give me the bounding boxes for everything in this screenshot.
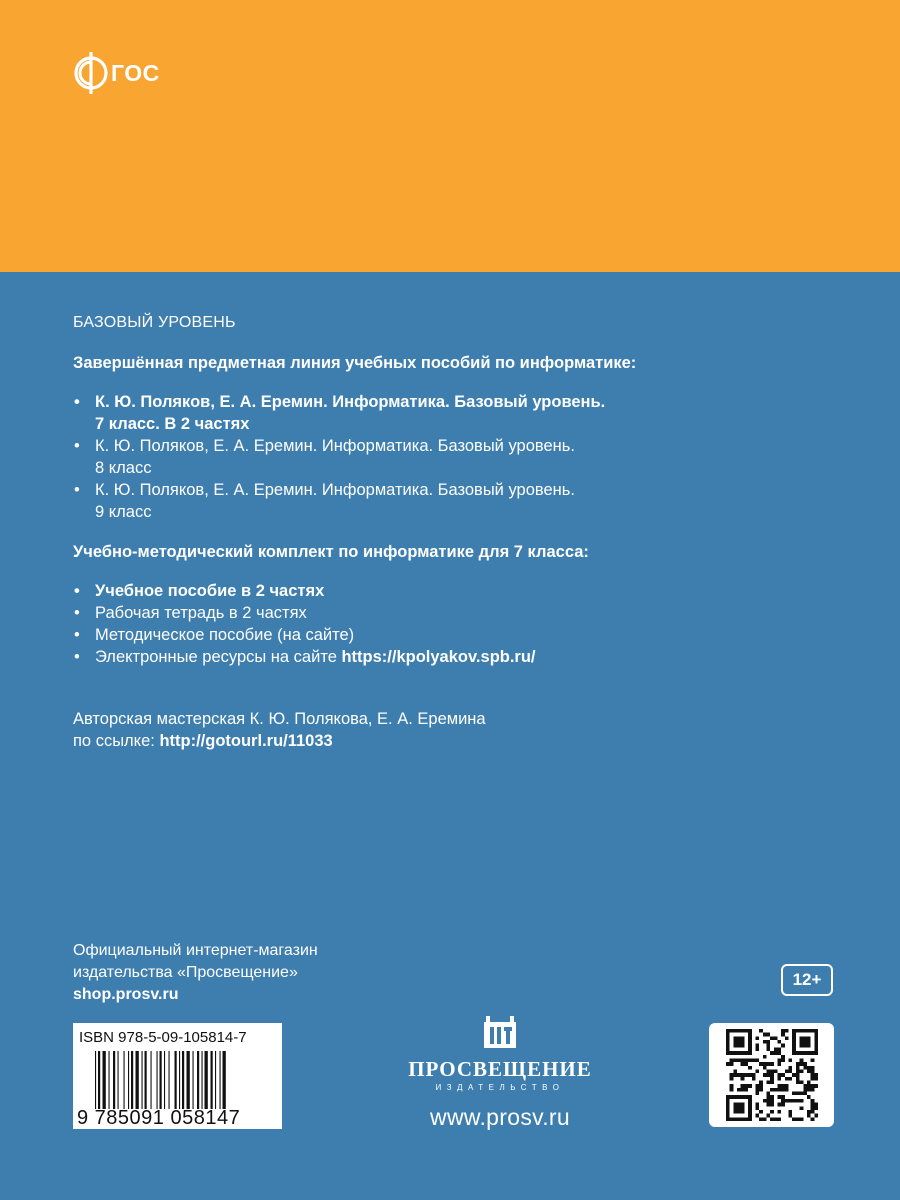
kit-heading: Учебно-методический комплект по информатике для 7 класса: [73,543,589,561]
list-item: • Учебное пособие в 2 частях [73,580,853,602]
publisher-block [400,1014,600,1131]
publisher-url[interactable]: www.prosv.ru [430,1104,570,1130]
qr-code-icon [726,1029,818,1121]
prosveshchenie-logo-icon [480,1014,520,1050]
list-item: • Электронные ресурсы на сайте https://kpolyakov.spb.ru/ [73,646,853,668]
barcode-icon [95,1051,275,1109]
list-item: • К. Ю. Поляков, Е. А. Еремин. Информатика. Базовый уровень. 9 класс [73,479,853,523]
list-item: • К. Ю. Поляков, Е. А. Еремин. Информатика. Базовый уровень. 7 класс. В 2 частях [73,391,853,435]
publisher-subtitle: ИЗДАТЕЛЬСТВО [435,1083,565,1092]
kit-list [73,580,853,668]
kpolyakov-link[interactable]: https://kpolyakov.spb.ru/ [341,648,536,666]
list-item: • Методическое пособие (на сайте) [73,624,853,646]
level-label: БАЗОВЫЙ УРОВЕНЬ [73,314,236,331]
isbn-barcode [73,1023,282,1129]
list-item: • К. Ю. Поляков, Е. А. Еремин. Информатика. Базовый уровень. 8 класс [73,435,853,479]
main-content [73,314,853,752]
orange-top-band [0,0,900,272]
age-rating-badge: 12+ [781,964,833,996]
publisher-name: ПРОСВЕЩЕНИЕ [408,1057,592,1081]
fgos-emblem-icon [72,48,110,98]
isbn-digits: 9 785091 058147 [77,1107,241,1129]
line-heading: Завершённая предметная линия учебных пособий по информатике: [73,354,637,372]
fgos-logo-text: ГОС [111,59,160,86]
list-item: • Рабочая тетрадь в 2 частях [73,602,853,624]
qr-code[interactable] [709,1023,834,1127]
author-workshop: Авторская мастерская К. Ю. Полякова, Е. А. Еремина по ссылке: http://gotourl.ru/11033 [73,710,486,750]
fgos-logo [72,48,160,98]
gotourl-link[interactable]: http://gotourl.ru/11033 [159,732,333,750]
textbook-line-list [73,391,853,523]
shop-link[interactable]: shop.prosv.ru [73,986,179,1003]
isbn-label: ISBN 978-5-09-105814-7 [79,1029,247,1046]
shop-info: Официальный интернет-магазин издательства «Просвещение» shop.prosv.ru [73,940,318,1006]
